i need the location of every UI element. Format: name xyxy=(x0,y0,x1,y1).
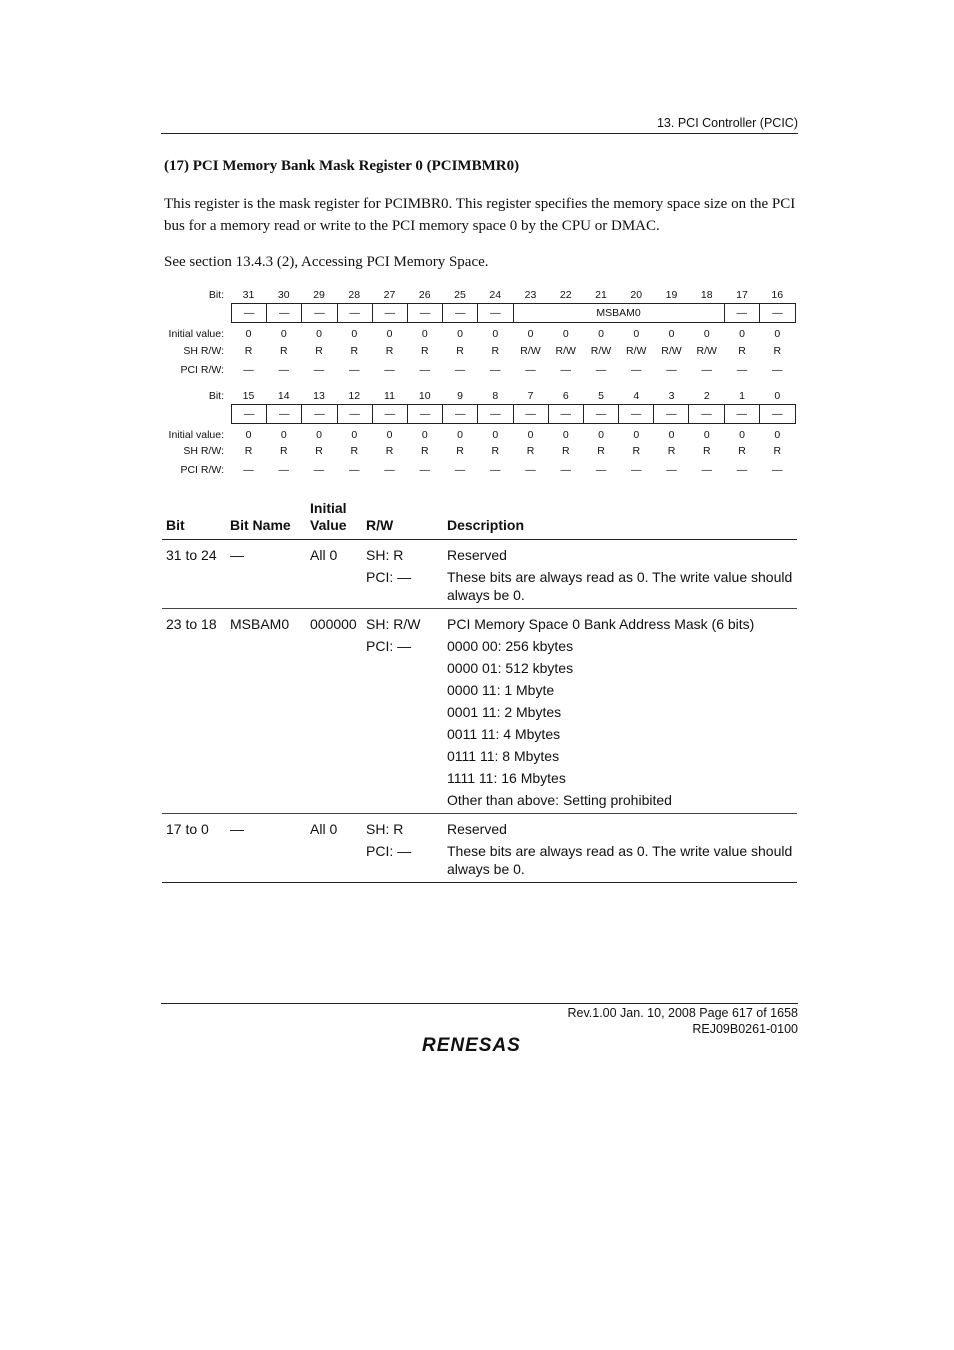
bit-value: — xyxy=(490,364,501,376)
table-row xyxy=(162,633,797,655)
bit-value: R xyxy=(702,445,711,457)
section-heading: (17) PCI Memory Bank Mask Register 0 (PCIMBMR0) xyxy=(164,158,520,174)
cell-name xyxy=(226,838,306,883)
cell-name xyxy=(226,564,306,609)
cell-initial xyxy=(306,787,362,814)
bit-value: — xyxy=(454,364,466,376)
bit-number: 31 xyxy=(242,289,255,301)
bit-value: R xyxy=(279,345,288,357)
bit-value: 0 xyxy=(421,429,428,441)
bit-value: — xyxy=(666,464,677,476)
cell-desc: 1111 11: 16 Mbytes xyxy=(447,770,566,786)
bit-value: R xyxy=(315,345,323,357)
bit-number: 26 xyxy=(418,289,431,301)
cell-desc: 0001 11: 2 Mbytes xyxy=(447,704,562,720)
cell-bit xyxy=(162,838,226,883)
bit-number: 17 xyxy=(736,289,748,301)
bit-value: R xyxy=(420,345,429,357)
register-fields-upper xyxy=(231,303,796,323)
bit-value: 0 xyxy=(386,328,393,340)
document-number: REJ09B0261-0100 xyxy=(692,1022,798,1036)
bit-number: 13 xyxy=(313,390,325,402)
cell-name xyxy=(226,765,306,787)
field-cell: — xyxy=(338,405,373,423)
bit-value: 0 xyxy=(703,328,710,340)
bit-number: 23 xyxy=(524,289,537,301)
bit-value: 0 xyxy=(562,328,569,340)
bit-value: R xyxy=(456,445,464,457)
bit-value: R xyxy=(315,445,323,457)
bit-value: — xyxy=(349,464,360,476)
table-row xyxy=(162,743,797,765)
bit-value: 0 xyxy=(562,429,569,441)
bit-number: 24 xyxy=(489,289,502,301)
field-cell: — xyxy=(267,405,302,423)
table-header-row xyxy=(162,500,797,540)
bit-value: — xyxy=(313,364,325,376)
cell-rw: SH: R xyxy=(366,821,404,837)
bit-number: 7 xyxy=(527,390,534,402)
field-cell: — xyxy=(408,405,443,423)
header-description: Description xyxy=(447,517,525,533)
cell-bit xyxy=(162,564,226,609)
bit-value: — xyxy=(419,464,430,476)
field-cell: — xyxy=(302,405,337,423)
bit-value: — xyxy=(772,464,783,476)
bit-value: R xyxy=(244,445,253,457)
header-rule xyxy=(161,133,798,134)
renesas-logo xyxy=(420,1033,542,1060)
field-cell: — xyxy=(302,304,337,322)
cell-desc: 0000 01: 512 kbytes xyxy=(447,660,574,676)
bit-value: 0 xyxy=(774,328,781,340)
chapter-title: 13. PCI Controller (PCIC) xyxy=(656,116,798,130)
bit-number: 22 xyxy=(559,289,572,301)
header-initial-line1: Initial xyxy=(310,500,347,516)
bit-number: 29 xyxy=(313,289,325,301)
bit-value: R xyxy=(773,345,782,357)
cell-rw: SH: R/W xyxy=(366,616,421,632)
sh-rw-label: SH R/W: xyxy=(183,345,224,357)
bit-value: 0 xyxy=(703,429,710,441)
pci-rw-label: PCI R/W: xyxy=(180,364,224,376)
bit-description-table xyxy=(162,500,797,883)
bit-value: 0 xyxy=(316,429,322,441)
header-rw: R/W xyxy=(366,517,394,533)
cell-name xyxy=(226,721,306,743)
table-row xyxy=(162,787,797,814)
bit-label: Bit: xyxy=(208,390,224,402)
reference-paragraph: See section 13.4.3 (2), Accessing PCI Memory Space. xyxy=(164,254,489,270)
cell-initial xyxy=(306,721,362,743)
field-cell: — xyxy=(478,304,513,322)
bit-value: 0 xyxy=(527,429,534,441)
logo-wordmark: RENESAS xyxy=(422,1035,521,1055)
bit-value: 0 xyxy=(245,328,252,340)
bit-value: — xyxy=(631,364,642,376)
bit-value: 0 xyxy=(386,429,393,441)
cell-rw xyxy=(362,765,443,787)
table-row xyxy=(162,677,797,699)
field-msbam0: MSBAM0 xyxy=(514,304,725,322)
field-cell: — xyxy=(478,405,513,423)
bit-value: — xyxy=(278,364,289,376)
bit-value: R/W xyxy=(520,345,541,357)
intro-paragraph: This register is the mask register for PCIMBR0. This register specifies the memory space size on the PCI bus for a memory read or write to the PCI memory space 0 by the CPU or DMAC. xyxy=(164,196,796,234)
bit-value: R xyxy=(632,445,641,457)
bit-number: 11 xyxy=(384,390,395,402)
field-cell: — xyxy=(584,405,619,423)
field-cell: — xyxy=(443,304,478,322)
bit-value: 0 xyxy=(527,328,534,340)
bit-value: 0 xyxy=(633,429,640,441)
bit-value: 0 xyxy=(668,328,675,340)
bit-number: 19 xyxy=(665,289,678,301)
cell-name xyxy=(226,677,306,699)
bit-value: R xyxy=(667,445,676,457)
field-cell: — xyxy=(408,304,443,322)
bit-value: 0 xyxy=(280,328,287,340)
cell-rw: PCI: — xyxy=(366,569,412,585)
cell-desc: 0000 11: 1 Mbyte xyxy=(447,682,555,698)
cell-name: MSBAM0 xyxy=(230,616,290,632)
bit-value: R xyxy=(561,445,570,457)
bit-number: 10 xyxy=(418,390,431,402)
cell-name xyxy=(226,699,306,721)
bit-value: 0 xyxy=(457,429,463,441)
footer-rule xyxy=(161,1003,798,1004)
bit-number: 21 xyxy=(595,289,607,301)
bit-value: R/W xyxy=(590,345,612,357)
field-cell: — xyxy=(549,405,584,423)
cell-initial: 000000 xyxy=(310,616,357,632)
bit-value: R xyxy=(244,345,253,357)
bit-value: 0 xyxy=(316,328,322,340)
cell-desc: Other than above: Setting prohibited xyxy=(447,792,672,808)
field-cell: — xyxy=(232,304,267,322)
bit-value: R xyxy=(420,445,429,457)
cell-bit xyxy=(162,677,226,699)
field-cell: — xyxy=(373,304,408,322)
cell-name xyxy=(226,633,306,655)
cell-initial xyxy=(306,838,362,883)
cell-initial xyxy=(306,633,362,655)
cell-rw: PCI: — xyxy=(366,638,412,654)
bit-value: 0 xyxy=(633,328,640,340)
bit-value: — xyxy=(666,364,677,376)
field-cell: — xyxy=(725,405,760,423)
bit-number: 12 xyxy=(348,390,361,402)
bit-number: 3 xyxy=(668,390,675,402)
bit-number: 30 xyxy=(277,289,290,301)
bit-value: R xyxy=(491,445,500,457)
bit-value: — xyxy=(490,464,501,476)
field-cell: — xyxy=(267,304,302,322)
cell-name: — xyxy=(230,547,244,563)
cell-name: — xyxy=(230,821,244,837)
bit-value: R xyxy=(491,345,500,357)
table-row xyxy=(162,838,797,883)
bit-value: R xyxy=(350,345,359,357)
field-cell: — xyxy=(689,405,724,423)
cell-bit: 23 to 18 xyxy=(166,616,217,632)
cell-initial xyxy=(306,677,362,699)
table-row xyxy=(162,609,797,634)
bit-value: — xyxy=(454,464,466,476)
bit-value: — xyxy=(349,364,360,376)
cell-initial xyxy=(306,765,362,787)
bit-value: — xyxy=(560,464,571,476)
bit-value: R xyxy=(456,345,464,357)
cell-initial: All 0 xyxy=(310,821,338,837)
bit-value: R xyxy=(738,445,746,457)
bit-value: — xyxy=(772,364,783,376)
cell-rw xyxy=(362,743,443,765)
cell-bit xyxy=(162,721,226,743)
bit-number: 2 xyxy=(703,390,710,402)
header-initial-line2: Value xyxy=(310,517,347,533)
cell-desc: 0011 11: 4 Mbytes xyxy=(447,726,561,742)
bit-value: 0 xyxy=(739,328,745,340)
bit-value: 0 xyxy=(421,328,428,340)
cell-bit xyxy=(162,655,226,677)
bit-value: R/W xyxy=(696,345,717,357)
cell-desc: These bits are always read as 0. The write value should always be 0. xyxy=(447,569,793,603)
cell-desc: Reserved xyxy=(447,547,507,563)
field-cell: — xyxy=(443,405,478,423)
cell-desc: 0000 00: 256 kbytes xyxy=(447,638,574,654)
cell-rw: PCI: — xyxy=(366,843,412,859)
bit-value: 0 xyxy=(351,328,358,340)
bit-value: R xyxy=(738,345,746,357)
bit-value: 0 xyxy=(457,328,463,340)
field-cell: — xyxy=(338,304,373,322)
bit-value: 0 xyxy=(351,429,358,441)
bit-number: 5 xyxy=(598,390,604,402)
cell-bit: 17 to 0 xyxy=(166,821,209,837)
bit-value: — xyxy=(525,364,536,376)
bit-number: 9 xyxy=(457,390,463,402)
revision-info: Rev.1.00 Jan. 10, 2008 Page 617 of 1658 xyxy=(567,1006,798,1020)
cell-rw xyxy=(362,677,443,699)
bit-value: 0 xyxy=(245,429,252,441)
field-cell: — xyxy=(619,405,654,423)
bit-value: — xyxy=(313,464,325,476)
bit-number: 8 xyxy=(492,390,499,402)
table-row xyxy=(162,765,797,787)
bit-value: R/W xyxy=(661,345,682,357)
cell-initial xyxy=(306,655,362,677)
bit-number: 6 xyxy=(562,390,569,402)
field-cell: — xyxy=(760,405,795,423)
bit-value: R xyxy=(597,445,605,457)
bit-value: — xyxy=(595,464,607,476)
field-cell: — xyxy=(654,405,689,423)
cell-name xyxy=(226,743,306,765)
cell-name xyxy=(226,787,306,814)
header-bit: Bit xyxy=(166,517,185,533)
bit-number: 18 xyxy=(700,289,713,301)
table-row xyxy=(162,699,797,721)
cell-rw xyxy=(362,787,443,814)
bit-value: 0 xyxy=(739,429,745,441)
bit-value: 0 xyxy=(492,328,499,340)
bit-value: — xyxy=(525,464,536,476)
bit-value: — xyxy=(595,364,607,376)
bit-value: — xyxy=(384,464,395,476)
bit-value: — xyxy=(701,464,712,476)
bit-value: 0 xyxy=(598,429,604,441)
bit-number: 15 xyxy=(242,390,255,402)
cell-name xyxy=(226,655,306,677)
bit-value: — xyxy=(243,464,254,476)
bit-value: — xyxy=(736,464,748,476)
cell-desc: 0111 11: 8 Mbytes xyxy=(447,748,560,764)
cell-bit xyxy=(162,787,226,814)
bit-number: 1 xyxy=(739,390,745,402)
cell-rw xyxy=(362,699,443,721)
bit-value: — xyxy=(560,364,571,376)
bit-number: 0 xyxy=(774,390,781,402)
bit-number: 28 xyxy=(348,289,361,301)
cell-bit xyxy=(162,765,226,787)
bit-value: 0 xyxy=(280,429,287,441)
cell-bit xyxy=(162,699,226,721)
bit-value: — xyxy=(243,364,254,376)
table-row xyxy=(162,721,797,743)
bit-value: 0 xyxy=(774,429,781,441)
bit-value: R xyxy=(773,445,782,457)
bit-number: 27 xyxy=(383,289,396,301)
bit-value: — xyxy=(419,364,430,376)
cell-bit: 31 to 24 xyxy=(166,547,217,563)
cell-rw: SH: R xyxy=(366,547,404,563)
table-row xyxy=(162,540,797,565)
cell-bit xyxy=(162,633,226,655)
bit-value: — xyxy=(278,464,289,476)
bit-value: 0 xyxy=(598,328,604,340)
bit-value: 0 xyxy=(668,429,675,441)
cell-rw xyxy=(362,721,443,743)
bit-value: R xyxy=(385,345,394,357)
header-bit-name: Bit Name xyxy=(230,517,291,533)
bit-label: Bit: xyxy=(208,289,224,301)
sh-rw-label: SH R/W: xyxy=(183,445,224,457)
table-row xyxy=(162,655,797,677)
bit-value: R xyxy=(526,445,535,457)
bit-number: 14 xyxy=(277,390,290,402)
bit-number: 4 xyxy=(633,390,640,402)
bit-number: 16 xyxy=(771,289,784,301)
field-cell: — xyxy=(373,405,408,423)
bit-value: — xyxy=(701,364,712,376)
cell-desc: Reserved xyxy=(447,821,507,837)
cell-initial xyxy=(306,564,362,609)
table-row xyxy=(162,564,797,609)
cell-desc: These bits are always read as 0. The write value should always be 0. xyxy=(447,843,793,877)
field-cell: — xyxy=(514,405,549,423)
header-initial-value xyxy=(306,500,362,540)
initial-value-label: Initial value: xyxy=(168,429,224,441)
field-cell: — xyxy=(725,304,760,322)
bit-number: 25 xyxy=(454,289,466,301)
register-fields-lower xyxy=(231,404,796,424)
bit-value: R xyxy=(350,445,359,457)
bit-value: 0 xyxy=(492,429,499,441)
cell-initial xyxy=(306,743,362,765)
field-cell: — xyxy=(232,405,267,423)
bit-value: R xyxy=(279,445,288,457)
table-row xyxy=(162,814,797,839)
cell-bit xyxy=(162,743,226,765)
cell-initial: All 0 xyxy=(310,547,338,563)
bit-value: R xyxy=(385,445,394,457)
pci-rw-label: PCI R/W: xyxy=(180,464,224,476)
bit-value: — xyxy=(631,464,642,476)
initial-value-label: Initial value: xyxy=(168,328,224,340)
cell-rw xyxy=(362,655,443,677)
bit-value: — xyxy=(736,364,748,376)
cell-desc: PCI Memory Space 0 Bank Address Mask (6 bits) xyxy=(447,616,755,632)
bit-value: R/W xyxy=(626,345,647,357)
cell-initial xyxy=(306,699,362,721)
bit-value: — xyxy=(384,364,395,376)
bit-number: 20 xyxy=(630,289,643,301)
field-cell: — xyxy=(760,304,795,322)
bit-value: R/W xyxy=(555,345,576,357)
